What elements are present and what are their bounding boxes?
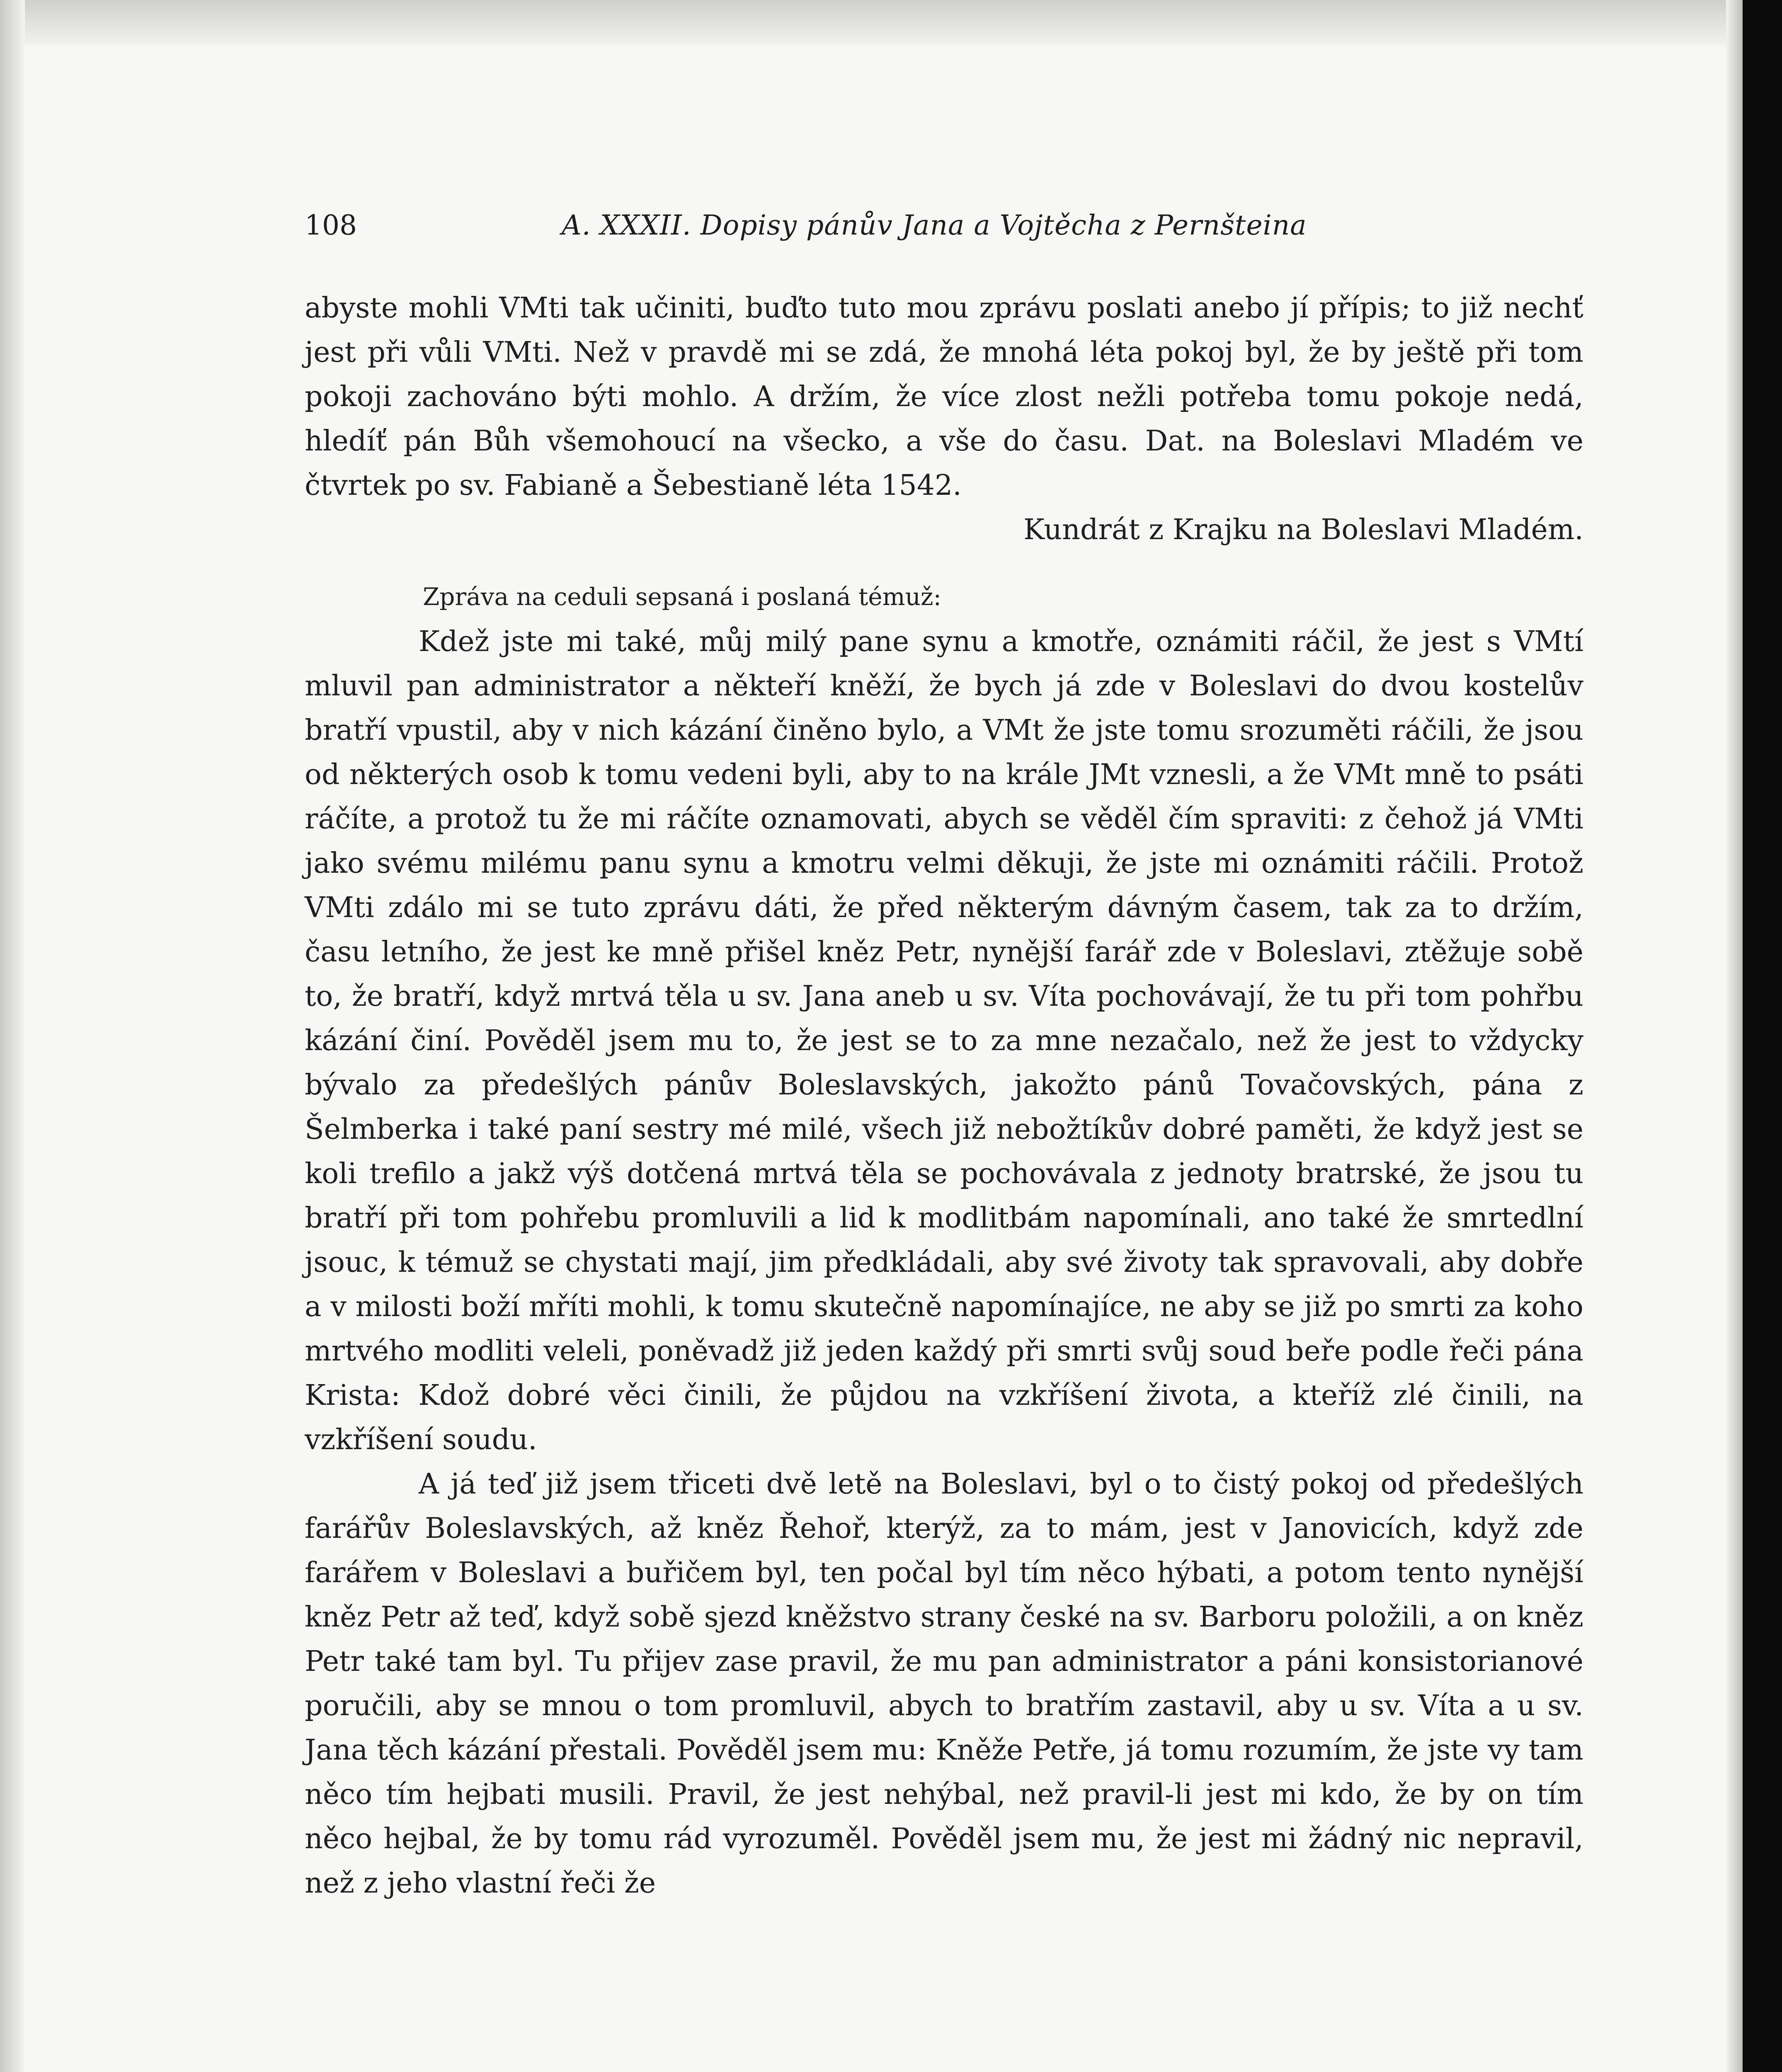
scan-edge-left <box>0 0 25 2072</box>
scan-edge-top <box>0 0 1782 46</box>
letter-signature: Kundrát z Krajku na Boleslavi Mladém. <box>1023 513 1583 546</box>
note-paragraph-1: Kdež jste mi také, můj milý pane synu a kmotře, oznámiti ráčil, že jest s VMtí mluvil pan administrator a někteří kněží, že bych já zde v Boleslavi do dvou kostelův bratří vpustil, aby v nich kázání činěno bylo, a VMt že jste tomu srozuměti ráčili, že jsou od některých osob k tomu vedeni byli, aby to na krále JMt vznesli, a že VMt mně to psáti ráčíte, a protož tu že mi ráčíte oznamovati, abych se věděl čím spraviti: z čehož já VMti jako svému milému panu synu a kmotru velmi děkuji, že jste mi oznámiti ráčili. Protož VMti zdálo mi se tuto zprávu dáti, že před některým dávným časem, tak za to držím, času letního, že jest ke mně přišel kněz Petr, nynější farář zde v Boleslavi, ztěžuje sobě to, že bratří, když mrtvá těla u sv. Jana aneb u sv. Víta pochovávají, že tu při tom pohřbu kázání činí. Pověděl jsem mu to, že jest se to za mne nezačalo, než že jest to vždycky bývalo za předešlých pánův Boleslavských, jakožto pánů Tovačovských, pána z Šelmberka i také paní sestry mé milé, všech již nebožtíkův dobré paměti, že když jest se koli trefilo a jakž výš dotčená mrtvá těla se pochovávala z jednoty bratrské, že jsou tu bratří při tom pohřebu promluvili a lid k modlitbám napomínali, ano také že smrtedlní jsouc, k témuž se chystati mají, jim předkládali, aby své životy tak spravovali, aby dobře a v milosti boží mříti mohli, k tomu skutečně napomínajíce, ne aby se již po smrti za koho mrtvého modliti veleli, poněvadž již jeden každý při smrti svůj soud beře podle řeči pána Krista: Kdož dobré věci činili, že půjdou na vzkříšení života, a kteříž zlé činili, na vzkříšení soudu. <box>305 625 1583 1456</box>
note-heading: Zpráva na ceduli sepsaná i poslaná témuž: <box>423 583 942 611</box>
running-title: A. XXXII. Dopisy pánův Jana a Vojtěcha z Pernšteina <box>562 209 1307 241</box>
attached-note <box>305 574 1583 1905</box>
page-number: 108 <box>305 209 357 241</box>
page-header <box>305 209 1583 255</box>
scan-edge-right <box>1743 0 1782 2072</box>
note-paragraph-2: A já teď již jsem třiceti dvě letě na Boleslavi, byl o to čistý pokoj od předešlých farářův Boleslavských, až kněz Řehoř, kterýž, za to mám, jest v Janovicích, když zde farářem v Boleslavi a buřičem byl, ten počal byl tím něco hýbati, a potom tento nynější kněz Petr až teď, když sobě sjezd kněžstvo strany české na sv. Barboru položili, a on kněz Petr také tam byl. Tu přijev zase pravil, že mu pan administrator a páni konsistorianové poručili, aby se mnou o tom promluvil, abych to bratřím zastavil, aby u sv. Víta a u sv. Jana těch kázání přestali. Pověděl jsem mu: Kněže Petře, já tomu rozumím, že jste vy tam něco tím hejbati musili. Pravil, že jest nehýbal, než pravil-li jest mi kdo, že by on tím něco hejbal, že by tomu rád vyrozuměl. Pověděl jsem mu, že jest mi žádný nic nepravil, než z jeho vlastní řeči že <box>305 1468 1583 1900</box>
letter-paragraph: abyste mohli VMti tak učiniti, buďto tuto mou zprávu poslati anebo jí přípis; to již nechť jest při vůli VMti. Než v pravdě mi se zdá, že mnohá léta pokoj byl, že by ještě při tom pokoji zachováno býti mohlo. A držím, že více zlost nežli potřeba tomu pokoje nedá, hledíť pán Bůh všemohoucí na všecko, a vše do času. Dat. na Boleslavi Mladém ve čtvrtek po sv. Fabianě a Šebestianě léta 1542. <box>305 292 1583 502</box>
scan-edge-right-shadow <box>1726 0 1743 2072</box>
letter-ending <box>305 286 1583 552</box>
